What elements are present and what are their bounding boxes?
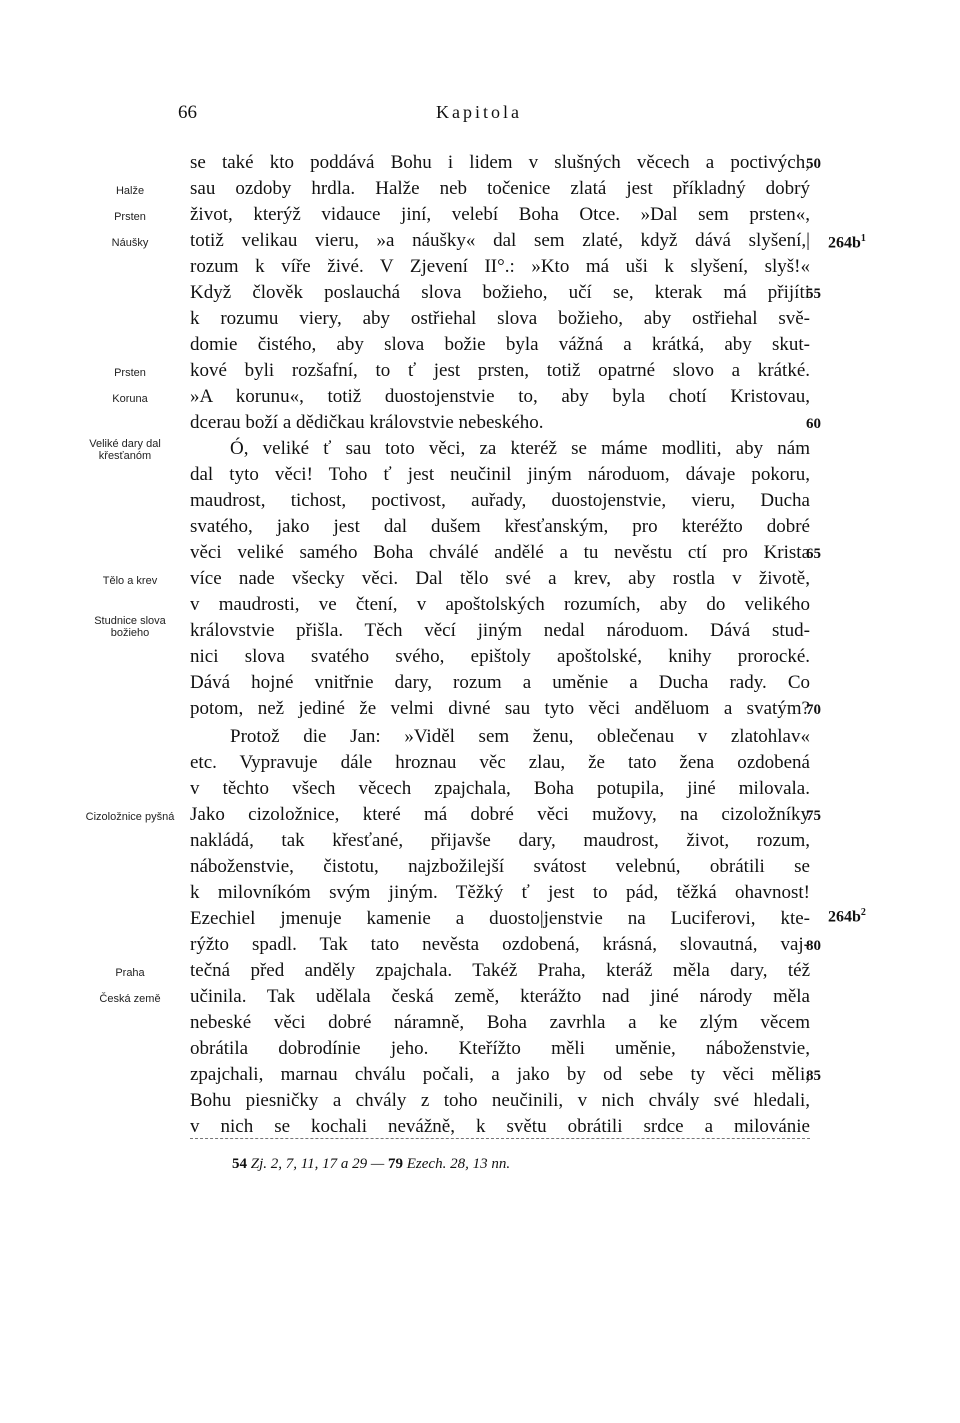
text-line: domie čistého, aby slova božie byla vážná a krátká, aby skut- bbox=[190, 334, 810, 355]
text-line: svatého, jako jest dal dušem křesťanským, pro kteréžto dobré bbox=[190, 516, 810, 537]
running-head: Kapitola bbox=[436, 102, 522, 122]
text-line: učinila. Tak udělala česká země, kterážto nad jiné národy měla bbox=[190, 986, 810, 1007]
folio-marker bbox=[828, 233, 866, 252]
text-line: sau ozdoby hrdla. Halže neb točenice zlatá jest příkladný dobrý bbox=[190, 178, 810, 199]
sidenote: Veliké dary dal křesťanóm bbox=[89, 438, 161, 462]
text-line: náboženstvie, čistotu, najzbožilejší svátost velebnú, obrátili se bbox=[190, 856, 810, 877]
text-line: zpajchali, marnau chválu počali, a jako by od sebe ty věci měli, bbox=[190, 1064, 810, 1085]
text-line: maudrost, tichost, poctivost, auřady, duostojenstvie, vieru, Ducha bbox=[190, 490, 810, 511]
text-line: Ezechiel jmenuje kamenie a duosto|jenstvie na Luciferovi, kte- bbox=[190, 908, 810, 929]
text-line: obrátila dobrodínie jeho. Kteřížto měli uměnie, náboženstvie, bbox=[190, 1038, 810, 1059]
text-line: věci veliké samého Boha chválé andělé a tu nevěstu ctí pro Krista bbox=[190, 542, 810, 563]
folio-main: 264b bbox=[828, 908, 861, 926]
text-line: Jako cizoložnice, které má dobré věci mužovy, na cizoložníky bbox=[190, 804, 810, 825]
text-line: nici slova svatého svého, epištoly apoštolské, knihy prorocké. bbox=[190, 646, 810, 667]
line-number: 65 bbox=[806, 546, 821, 562]
line-number: 55 bbox=[806, 286, 821, 302]
footnote bbox=[232, 1156, 510, 1173]
text-line: k milovníkóm svým jiným. Těžký ť jest to pád, těžká ohavnost! bbox=[190, 882, 810, 903]
text-line: rozum k víře živé. V Zjevení II°.: »Kto má uši k slyšení, slyš!« bbox=[190, 256, 810, 277]
text-line: Ó, veliké ť sau toto věci, za kteréž se máme modliti, aby nám bbox=[230, 438, 810, 459]
footnote-line-ref: 79 bbox=[388, 1156, 403, 1172]
text-line: kové byli rozšafní, to ť jest prsten, totiž opatrné slovo a krátké. bbox=[190, 360, 810, 381]
footnote-line-ref: 54 bbox=[232, 1156, 247, 1172]
footnote-citation: Zj. 2, 7, 11, 17 a 29 bbox=[250, 1156, 368, 1172]
text-line: rýžto spadl. Tak tato nevěsta ozdobená, krásná, slovautná, vaj- bbox=[190, 934, 810, 955]
sidenote: Studnice slova božieho bbox=[94, 615, 166, 639]
page-number: 66 bbox=[178, 102, 197, 123]
folio-marker bbox=[828, 907, 866, 926]
text-line: život, kterýž vidauce jiní, velebí Boha Otce. »Dal sem prsten«, bbox=[190, 204, 810, 225]
sidenote: Halže bbox=[115, 185, 145, 197]
text-line: Dává hojné vnitřnie dary, rozum a uměnie a Ducha rady. Co bbox=[190, 672, 810, 693]
footnote-rule bbox=[190, 1138, 810, 1139]
text-line: potom, než jediné že velmi divné sau tyto věci anděluom a svatým? bbox=[190, 698, 810, 719]
sidenote: Náušky bbox=[111, 237, 149, 249]
line-number: 60 bbox=[806, 416, 821, 432]
text-line: v nich se kochali nevážně, k světu obrátili srdce a milovánie bbox=[190, 1116, 810, 1137]
sidenote: Praha bbox=[115, 967, 145, 979]
text-line: nakládá, tak křesťané, přijavše dary, maudrost, život, rozum, bbox=[190, 830, 810, 851]
sidenote: Tělo a krev bbox=[102, 575, 158, 587]
folio-sup: 1 bbox=[860, 233, 866, 244]
page-header bbox=[0, 102, 960, 128]
text-line: nebeské věci dobré náramně, Boha zavrhla a ke zlým věcem bbox=[190, 1012, 810, 1033]
text-line: k rozumu viery, aby ostřiehal slova božieho, aby ostřiehal svě- bbox=[190, 308, 810, 329]
sidenote: Česká země bbox=[99, 993, 161, 1005]
footnote-dash: — bbox=[370, 1156, 385, 1172]
sidenote: Cizoložnice pyšná bbox=[85, 811, 175, 823]
line-number: 70 bbox=[806, 702, 821, 718]
text-line: více nade všecky věci. Dal tělo své a krev, aby rostla v životě, bbox=[190, 568, 810, 589]
text-line: Protož die Jan: »Viděl sem ženu, oblečenau v zlatohlav« bbox=[230, 726, 810, 747]
text-line: Bohu piesničky a chvály z toho neučinili, v nich chvály své hledali, bbox=[190, 1090, 810, 1111]
text-line: »A korunu«, totiž duostojenstvie to, aby byla chotí Kristovau, bbox=[190, 386, 810, 407]
text-line: tečná před anděly zpajchala. Takéž Praha, kteráž měla dary, též bbox=[190, 960, 810, 981]
sidenote: Koruna bbox=[112, 393, 148, 405]
text-line: v těchto všech věcech zpajchala, Boha potupila, jiné milovala. bbox=[190, 778, 810, 799]
folio-main: 264b bbox=[828, 234, 861, 252]
text-line: dal tyto věci! Toho ť jest neučinil jiným národuom, dávaje pokoru, bbox=[190, 464, 810, 485]
text-line: královstvie přišla. Těch věcí jiným nedal národuom. Dává stud- bbox=[190, 620, 810, 641]
text-line: v maudrosti, ve čtení, v apoštolských rozumích, aby do velikého bbox=[190, 594, 810, 615]
text-line: se také kto poddává Bohu i lidem v slušných věcech a poctivých, bbox=[190, 152, 810, 173]
line-number: 50 bbox=[806, 156, 821, 172]
footnote-citation: Ezech. 28, 13 nn. bbox=[406, 1156, 511, 1172]
folio-sup: 2 bbox=[860, 907, 866, 918]
text-line: totiž velikau vieru, »a náušky« dal sem zlaté, když dává slyšení,| bbox=[190, 230, 810, 251]
line-number: 85 bbox=[806, 1068, 821, 1084]
line-number: 80 bbox=[806, 938, 821, 954]
sidenote: Prsten bbox=[114, 211, 146, 223]
line-number: 75 bbox=[806, 808, 821, 824]
text-line: Když člověk poslauchá slova božieho, učí se, kterak má přijíti bbox=[190, 282, 810, 303]
text-line: etc. Vypravuje dále hroznau věc zlau, že tato žena ozdobená bbox=[190, 752, 810, 773]
sidenote: Prsten bbox=[114, 367, 146, 379]
text-line: dcerau boží a dědičkau královstvie nebeského. bbox=[190, 412, 544, 433]
